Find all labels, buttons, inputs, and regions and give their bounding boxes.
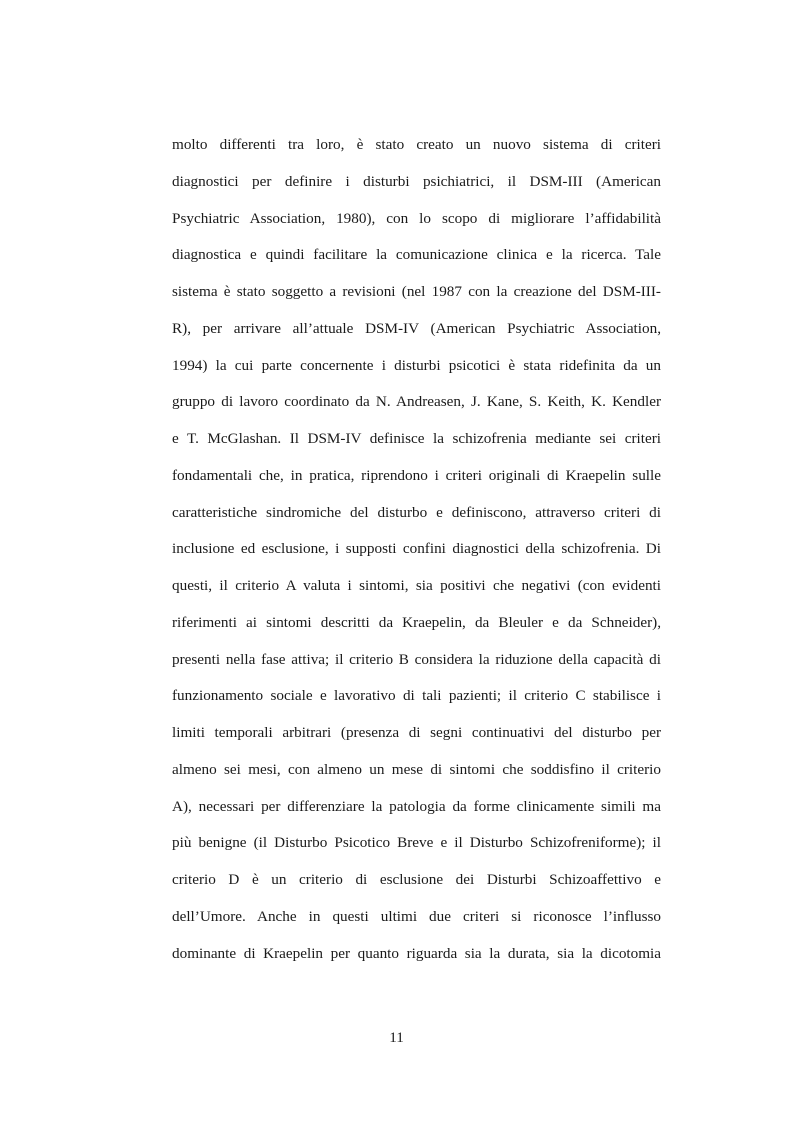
text-line: questi, il criterio A valuta i sintomi, sia positivi che negativi (con evidenti [172,577,661,594]
text-line: diagnostici per definire i disturbi psichiatrici, il DSM-III (American [172,172,661,190]
text-line: R), per arrivare all’attuale DSM-IV (American Psychiatric Association, [172,319,661,337]
text-line: più benigne (il Disturbo Psicotico Breve e il Disturbo Schizofreniforme); il [172,834,661,852]
text-line: molto differenti tra loro, è stato creato un nuovo sistema di criteri [172,136,661,153]
text-line: 1994) la cui parte concernente i disturbi psicotici è stata ridefinita da un [172,356,661,374]
text-line: caratteristiche sindromiche del disturbo e definiscono, attraverso criteri di [172,503,661,521]
text-line: diagnostica e quindi facilitare la comunicazione clinica e la ricerca. Tale [172,246,661,264]
body-paragraph [172,133,661,978]
text-line: dominante di Kraepelin per quanto riguarda sia la durata, sia la dicotomia [172,944,661,962]
text-line: riferimenti ai sintomi descritti da Kraepelin, da Bleuler e da Schneider), [172,613,661,631]
text-line: presenti nella fase attiva; il criterio B considera la riduzione della capacità di [172,650,661,668]
text-line: fondamentali che, in pratica, riprendono i criteri originali di Kraepelin sulle [172,466,661,484]
text-line: inclusione ed esclusione, i supposti confini diagnostici della schizofrenia. Di [172,540,661,558]
text-line: criterio D è un criterio di esclusione dei Disturbi Schizoaffettivo e [172,871,661,888]
text-line: Psychiatric Association, 1980), con lo scopo di migliorare l’affidabilità [172,209,661,227]
page-number: 11 [389,1029,404,1046]
text-line: almeno sei mesi, con almeno un mese di sintomi che soddisfino il criterio [172,760,661,778]
text-line: dell’Umore. Anche in questi ultimi due criteri si riconosce l’influsso [172,907,661,925]
text-line: sistema è stato soggetto a revisioni (nel 1987 con la creazione del DSM-III- [172,283,661,300]
text-line: A), necessari per differenziare la patologia da forme clinicamente simili ma [172,797,661,815]
text-line: funzionamento sociale e lavorativo di tali pazienti; il criterio C stabilisce i [172,687,661,705]
text-line: gruppo di lavoro coordinato da N. Andreasen, J. Kane, S. Keith, K. Kendler [172,393,661,411]
text-line: e T. McGlashan. Il DSM-IV definisce la schizofrenia mediante sei criteri [172,430,661,447]
text-line: limiti temporali arbitrari (presenza di segni continuativi del disturbo per [172,724,661,741]
